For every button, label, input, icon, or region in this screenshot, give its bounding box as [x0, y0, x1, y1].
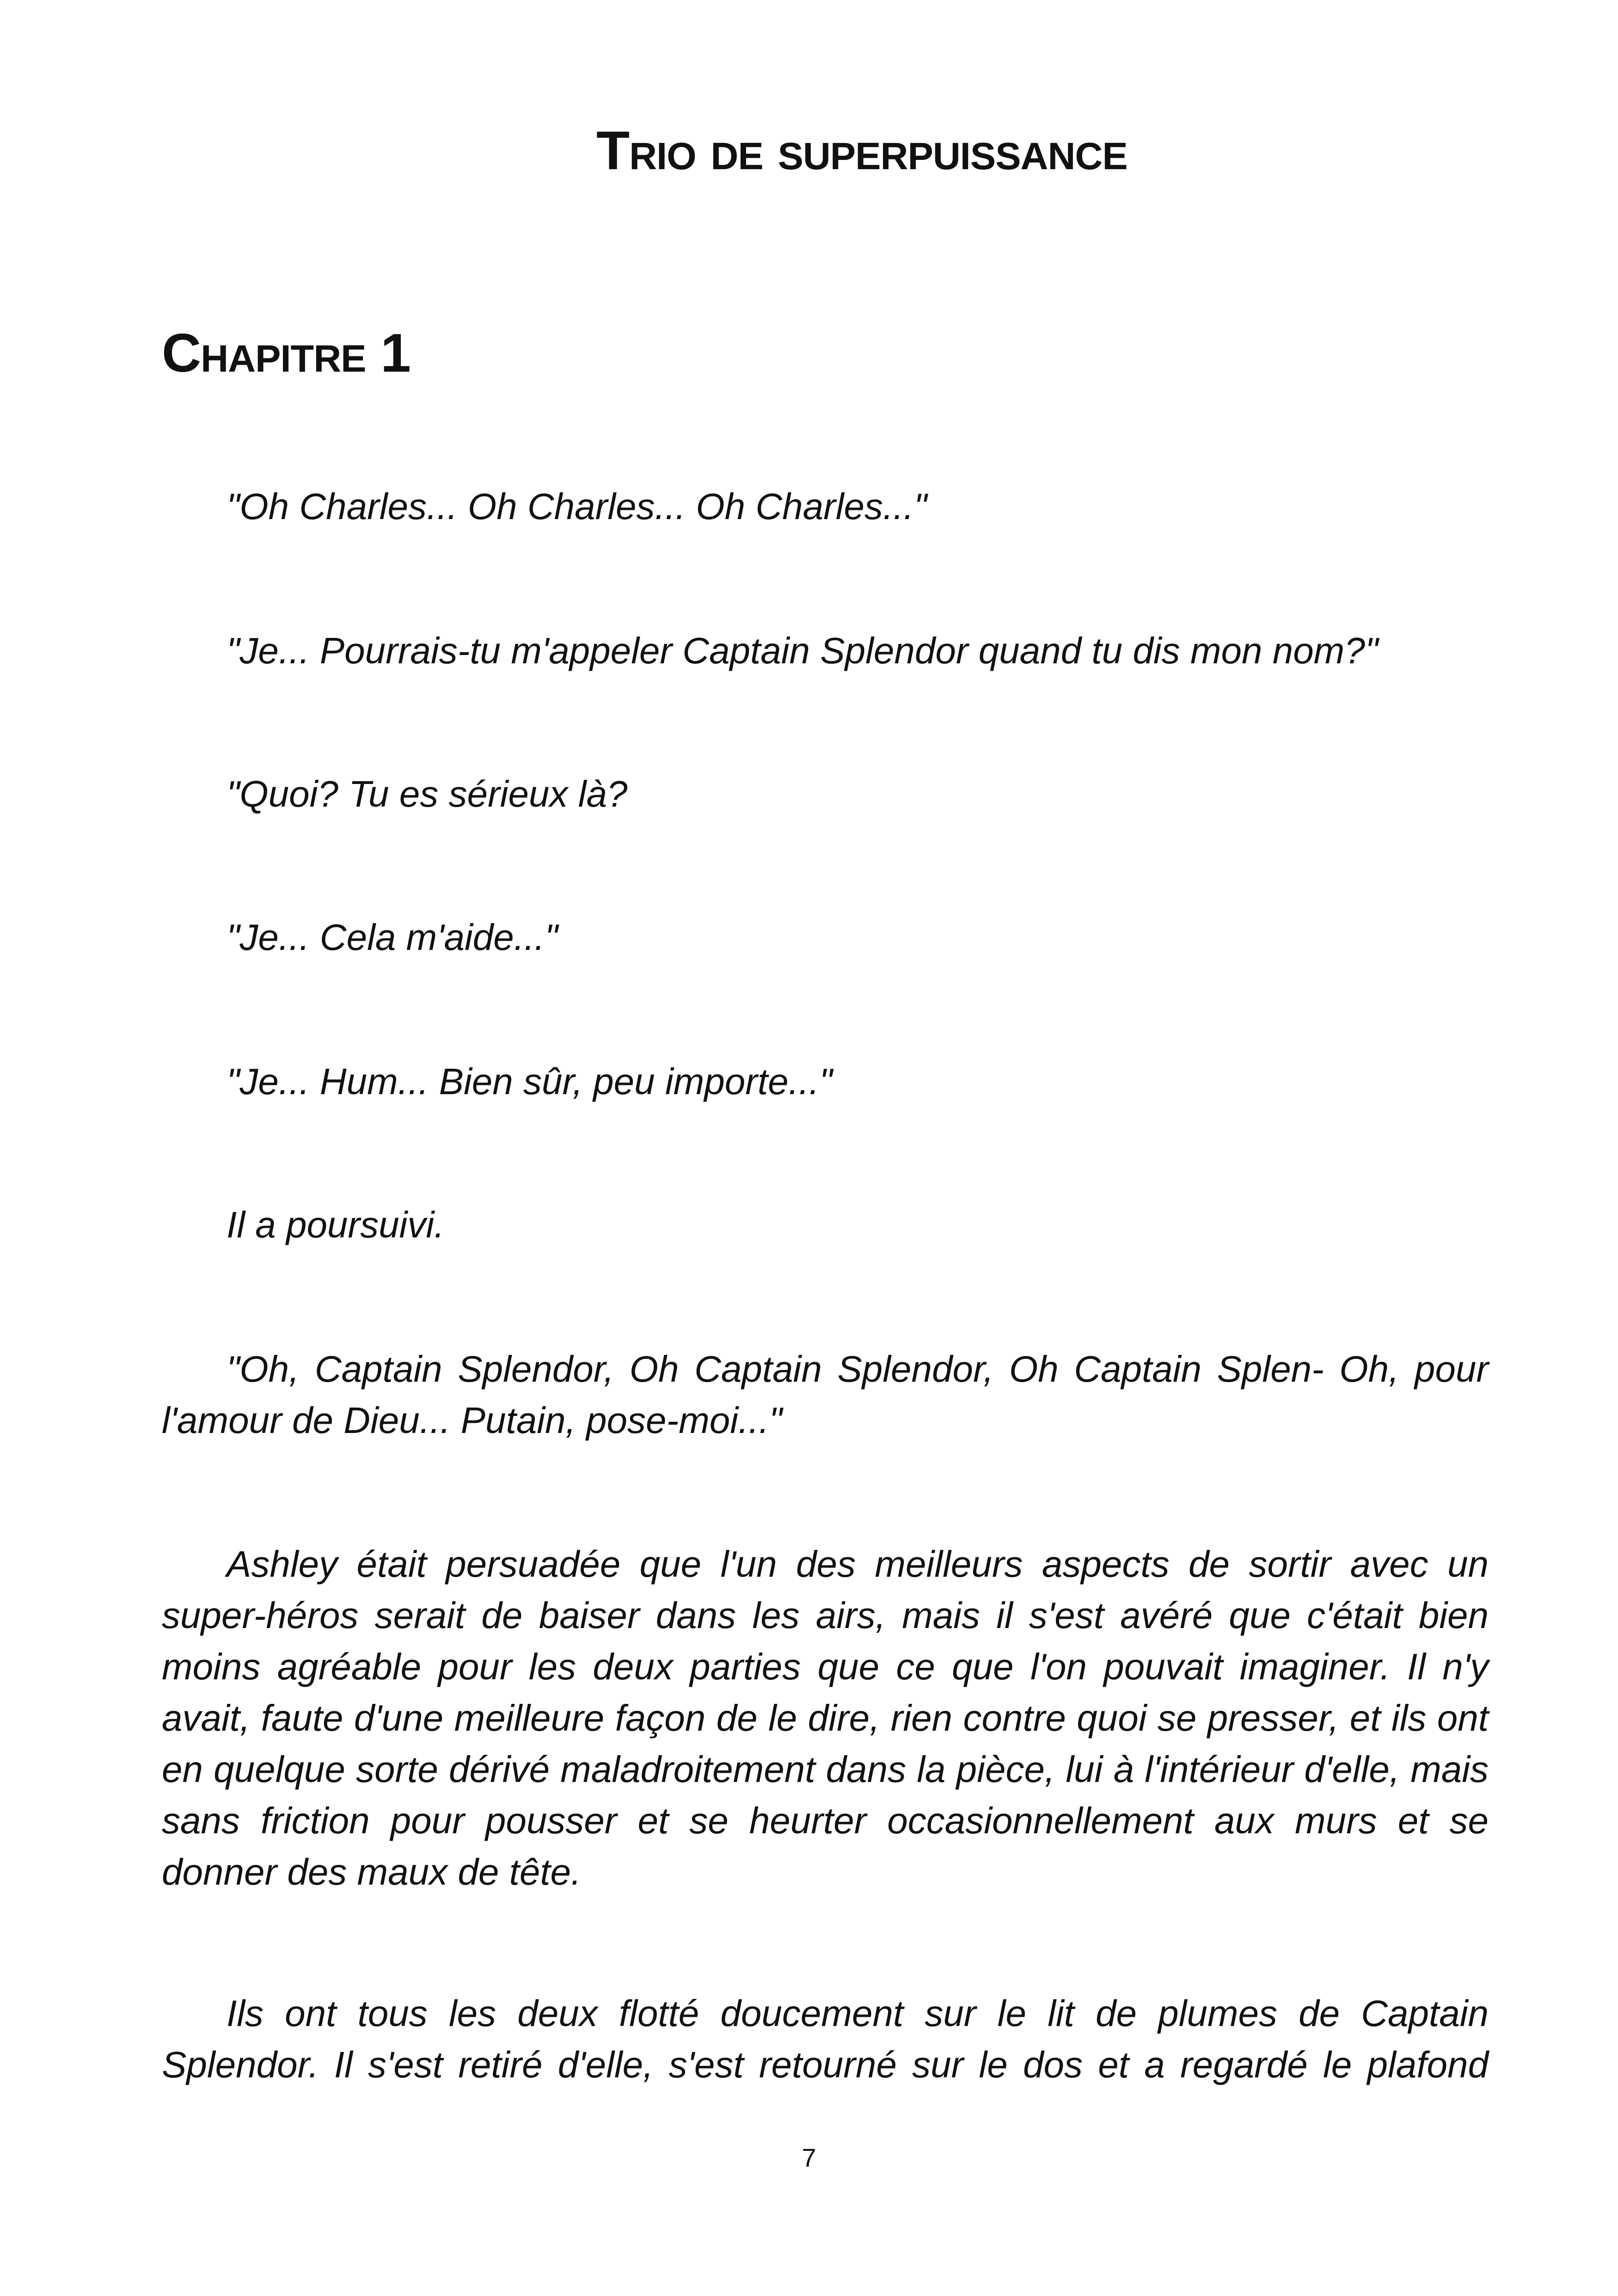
paragraph-4: "Je... Cela m'aide..." [227, 917, 558, 958]
book-title: Trio de superpuissance [596, 120, 1128, 181]
paragraph-9: Ils ont tous les deux flotté doucement sur le lit de plumes de Captain Splendor. Il s'est retiré d'elle, s'est retourné sur le dos et a regardé le plafond [162, 1993, 1489, 2085]
chapter-title: Chapitre 1 [162, 323, 411, 384]
paragraph-8: Ashley était persuadée que l'un des meilleurs aspects de sortir avec un super-héros serait de baiser dans les airs, mais il s'est avéré que c'était bien moins agréable pour les deux parties que ce que l'on pouvait imaginer. Il n'y avait, faute d'une meilleure façon de le dire, rien contre quoi se presser, et ils ont en quelque sorte dérivé maladroitement dans la pièce, lui à l'intérieur d'elle, mais sans friction pour pousser et se heurter occasionnellement aux murs et se donner des maux de tête. [162, 1543, 1489, 1892]
paragraph-3: "Quoi? Tu es sérieux là? [227, 773, 628, 814]
paragraph-5: "Je... Hum... Bien sûr, peu importe..." [227, 1061, 833, 1102]
paragraph-1: "Oh Charles... Oh Charles... Oh Charles..." [227, 486, 927, 527]
paragraph-6: Il a poursuivi. [227, 1204, 445, 1245]
paragraph-7: "Oh, Captain Splendor, Oh Captain Splendor, Oh Captain Splen- Oh, pour l'amour de Dieu... Putain, pose-moi..." [162, 1348, 1489, 1441]
paragraph-2: "Je... Pourrais-tu m'appeler Captain Splendor quand tu dis mon nom?" [227, 630, 1379, 671]
page-number: 7 [802, 2143, 816, 2172]
